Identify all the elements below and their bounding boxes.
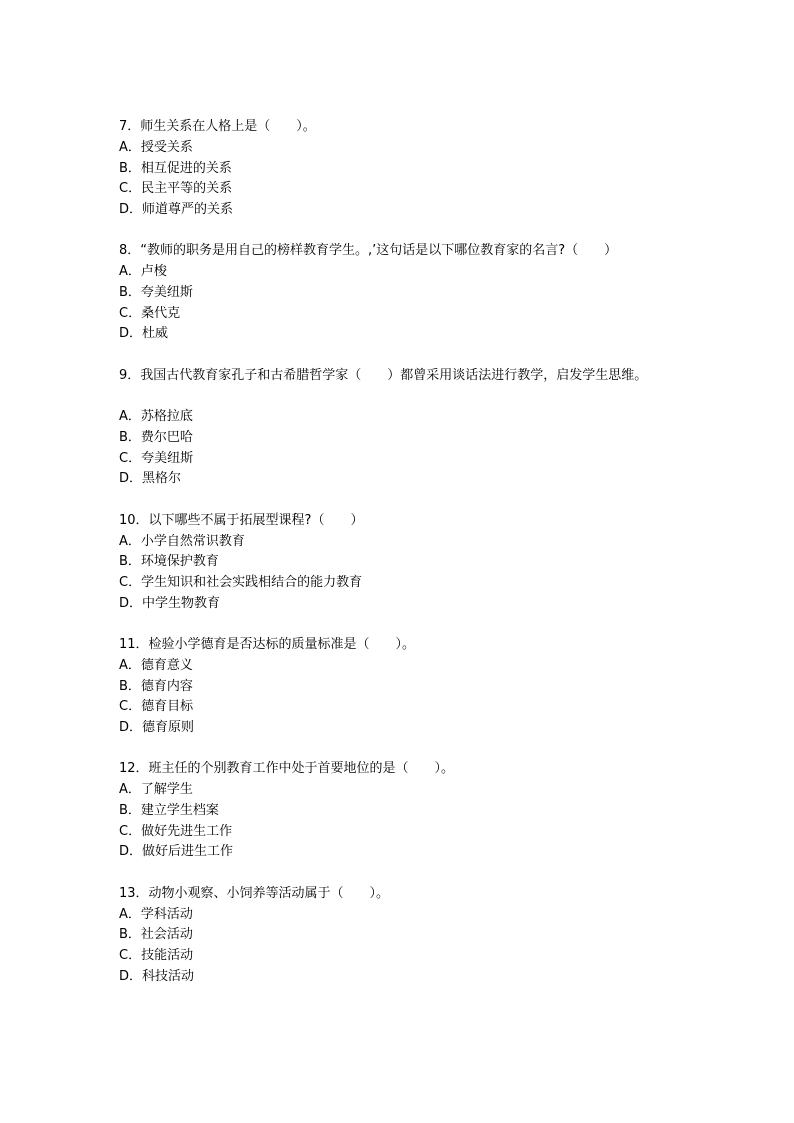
- option-a: A．卢梭: [119, 264, 167, 280]
- question-stem: 13．动物小观察、小饲养等活动属于（ ）。: [119, 885, 390, 901]
- option-c: C．桑代克: [119, 305, 181, 321]
- blank-line: [119, 386, 759, 407]
- option-d: D．德育原则: [119, 720, 195, 736]
- option-a: A．小学自然常识教育: [119, 533, 245, 549]
- option-a: A．苏格拉底: [119, 409, 193, 425]
- question-8: [119, 241, 759, 345]
- option-d: D．黑格尔: [119, 471, 182, 487]
- question-stem: 11．检验小学德育是否达标的质量标准是（ ）。: [119, 637, 416, 653]
- question-12: [119, 759, 759, 863]
- option-a: A．了解学生: [119, 782, 193, 798]
- option-c: C．技能活动: [119, 948, 194, 964]
- option-c: C．夸美纽斯: [119, 450, 194, 466]
- question-7: [119, 117, 759, 221]
- question-stem: 9．我国古代教育家孔子和古希腊哲学家（ ）都曾采用谈话法进行教学，启发学生思维。: [119, 367, 648, 383]
- option-c: C．民主平等的关系: [119, 181, 233, 197]
- option-b: B．建立学生档案: [119, 802, 219, 818]
- question-stem: 7．师生关系在人格上是（ ）。: [119, 119, 316, 134]
- option-b: B．社会活动: [119, 927, 193, 943]
- document-page: [119, 117, 759, 1008]
- question-stem: 10．以下哪些不属于拓展型课程?（ ）: [119, 512, 364, 528]
- option-d: D．科技活动: [119, 968, 195, 984]
- option-d: D．做好后进生工作: [119, 844, 234, 860]
- question-stem: 8．“教师的职务是用自己的榜样教育学生。,’这句话是以下哪位教育家的名言?（ ）: [119, 243, 618, 259]
- option-a: A．学科活动: [119, 906, 193, 922]
- option-c: C．德育目标: [119, 699, 194, 715]
- option-b: B．相互促进的关系: [119, 160, 232, 176]
- option-c: C．学生知识和社会实践相结合的能力教育: [119, 575, 363, 591]
- option-c: C．做好先进生工作: [119, 823, 233, 839]
- option-d: D．中学生物教育: [119, 595, 221, 611]
- option-a: A．德育意义: [119, 657, 193, 673]
- option-b: B．夸美纽斯: [119, 284, 193, 300]
- question-13: [119, 884, 759, 988]
- question-10: [119, 511, 759, 615]
- option-b: B．德育内容: [119, 678, 193, 694]
- option-b: B．费尔巴哈: [119, 429, 193, 445]
- question-11: [119, 635, 759, 739]
- option-b: B．环境保护教育: [119, 554, 219, 570]
- question-9: [119, 366, 759, 491]
- option-d: D．师道尊严的关系: [119, 202, 234, 217]
- option-d: D．杜威: [119, 326, 169, 342]
- question-stem: 12．班主任的个别教育工作中处于首要地位的是（ ）。: [119, 761, 455, 777]
- option-a: A．授受关系: [119, 139, 193, 155]
